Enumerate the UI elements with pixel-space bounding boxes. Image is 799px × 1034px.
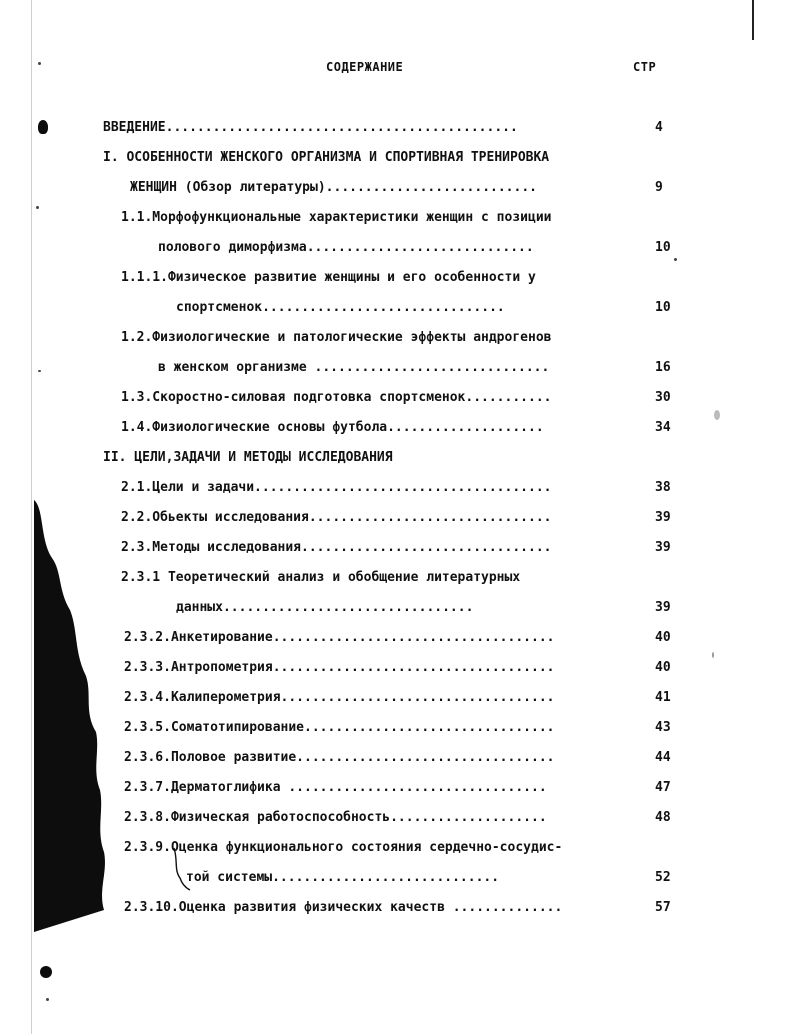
toc-entry	[0, 298, 799, 328]
toc-entry-page: 9	[655, 180, 663, 195]
scan-dot	[38, 120, 48, 134]
scan-dot	[40, 966, 52, 978]
toc-entry-text: ВВЕДЕНИЕ.............................................	[103, 120, 518, 135]
toc-entry-page: 44	[655, 750, 671, 765]
toc-entry-page: 39	[655, 510, 671, 525]
toc-entry	[0, 148, 799, 178]
toc-entry-text: 2.3.1 Теоретический анализ и обобщение литературных	[121, 570, 521, 585]
toc-entry-page: 10	[655, 300, 671, 315]
toc-entry-text: данных................................	[176, 600, 474, 615]
toc-entry-text: ЖЕНЩИН (Обзор литературы)...........................	[130, 180, 537, 195]
toc-entry-page: 40	[655, 630, 671, 645]
scan-edge-line	[752, 0, 754, 40]
toc-entry-page: 41	[655, 690, 671, 705]
toc-entry-text: 2.3.4.Калиперометрия...................................	[124, 690, 555, 705]
pen-mark	[168, 846, 198, 892]
toc-entry-text: 2.3.9.Оценка функционального состояния сердечно-сосудис-	[124, 840, 563, 855]
scan-speck	[38, 370, 41, 372]
toc-entry-page: 48	[655, 810, 671, 825]
toc-entry-text: II. ЦЕЛИ,ЗАДАЧИ И МЕТОДЫ ИССЛЕДОВАНИЯ	[103, 450, 393, 465]
toc-entry-text: в женском организме ..............................	[158, 360, 550, 375]
toc-entry-page: 57	[655, 900, 671, 915]
toc-entry	[0, 418, 799, 448]
toc-entry-text: 2.3.3.Антропометрия....................................	[124, 660, 555, 675]
toc-entry	[0, 448, 799, 478]
toc-entry-text: 1.2.Физиологические и патологические эффекты андрогенов	[121, 330, 552, 345]
toc-entry-page: 4	[655, 120, 663, 135]
toc-entry-page: 16	[655, 360, 671, 375]
toc-entry-text: 2.3.10.Оценка развития физических качеств ..............	[124, 900, 563, 915]
toc-entry-page: 34	[655, 420, 671, 435]
toc-entry-page: 10	[655, 240, 671, 255]
toc-entry-page: 47	[655, 780, 671, 795]
toc-entry-page: 40	[655, 660, 671, 675]
scan-speck	[714, 410, 720, 420]
toc-entry-text: 2.3.7.Дерматоглифика .................................	[124, 780, 547, 795]
toc-entry-text: 1.3.Скоростно-силовая подготовка спортсменок...........	[121, 390, 552, 405]
toc-entry-text: полового диморфизма.............................	[158, 240, 534, 255]
toc-entry	[0, 268, 799, 298]
toc-entry	[0, 238, 799, 268]
scan-speck	[46, 998, 49, 1001]
scan-speck	[674, 258, 677, 261]
toc-entry-text: спортсменок...............................	[176, 300, 505, 315]
toc-entry-page: 39	[655, 540, 671, 555]
toc-entry	[0, 118, 799, 148]
toc-entry-page: 38	[655, 480, 671, 495]
toc-entry-text: 1.4.Физиологические основы футбола....................	[121, 420, 544, 435]
toc-entry-page: 39	[655, 600, 671, 615]
toc-entry	[0, 358, 799, 388]
toc-entry-text: 1.1.Морфофункциональные характеристики женщин с позиции	[121, 210, 552, 225]
toc-entry	[0, 388, 799, 418]
toc-entry-text: 1.1.1.Физическое развитие женщины и его особенности у	[121, 270, 536, 285]
toc-entry	[0, 178, 799, 208]
scan-ink-blot	[0, 480, 120, 940]
toc-entry-text: 2.3.8.Физическая работоспособность....................	[124, 810, 547, 825]
toc-entry-text: той системы.............................	[186, 870, 500, 885]
toc-entry-text: 2.3.6.Половое развитие.................................	[124, 750, 555, 765]
scan-speck	[36, 206, 39, 209]
toc-entry-text: 2.3.5.Соматотипирование................................	[124, 720, 555, 735]
page-column-label: СТР	[633, 60, 657, 74]
toc-entry-page: 43	[655, 720, 671, 735]
toc-entry-text: 2.3.2.Анкетирование....................................	[124, 630, 555, 645]
toc-entry-text: 2.2.Обьекты исследования...............................	[121, 510, 552, 525]
toc-entry	[0, 208, 799, 238]
scan-speck	[712, 652, 714, 658]
toc-entry-page: 30	[655, 390, 671, 405]
scan-speck	[38, 62, 41, 65]
toc-entry-text: 2.1.Цели и задачи......................................	[121, 480, 552, 495]
page-title: СОДЕРЖАНИЕ	[326, 60, 404, 74]
toc-entry-text: I. ОСОБЕННОСТИ ЖЕНСКОГО ОРГАНИЗМА И СПОРТИВНАЯ ТРЕНИРОВКА	[103, 150, 550, 165]
toc-entry-page: 52	[655, 870, 671, 885]
toc-entry	[0, 328, 799, 358]
toc-entry-text: 2.3.Методы исследования................................	[121, 540, 552, 555]
